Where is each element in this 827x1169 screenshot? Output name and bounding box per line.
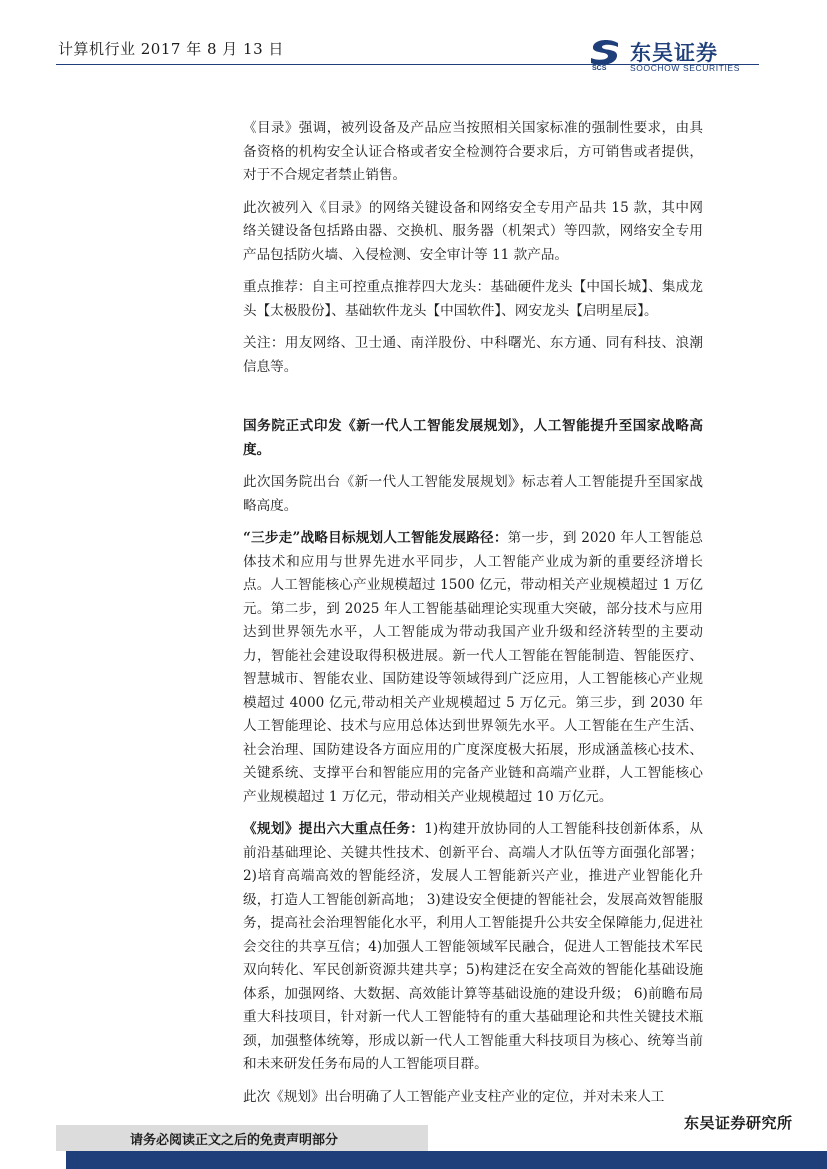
six-tasks-text: 1)构建开放协同的人工智能科技创新体系，从前沿基础理论、关键共性技术、创新平台、高端人才队伍等方面强化部署； 2)培育高端高效的智能经济，发展人工智能新兴产业，推进产业智能化升级，打造人工智能创新高地； 3)建设安全便捷的智能社会，发展高效智能服务，提高社会治理智能化水平，利用人工智能提升公共安全保障能力,促进社会交往的共享互信；4)加强人工智能领域军民融合，促进人工智能技术军民双向转化、军民创新资源共建共享；5)构建泛在安全高效的智能化基础设施体系，加强网络、大数据、高效能计算等基础设施的建设升级； 6)前瞻布局重大科技项目，针对新一代人工智能特有的重大基础理论和共性关键技术瓶颈，加强整体统筹，形成以新一代人工智能重大科技项目为核心、统筹当前和未来研发任务布局的人工智能项目群。: [243, 821, 704, 1072]
paragraph-key-recommendation: 重点推荐：自主可控重点推荐四大龙头：基础硬件龙头【中国长城】、集成龙头【太极股份】、基础软件龙头【中国软件】、网安龙头【启明星辰】。: [243, 279, 703, 319]
paragraph-catalog-requirement: 《目录》强调，被列设备及产品应当按照相关国家标准的强制性要求，由具备资格的机构安全认证合格或者安全检测符合要求后，方可销售或者提供，对于不合规定者禁止销售。: [243, 120, 703, 183]
three-steps-lead: “三步走”战略目标规划人工智能发展路径：: [243, 530, 508, 546]
brand-name-en: SOOCHOW SECURITIES: [630, 63, 740, 73]
institute-name: 东吴证券研究所: [684, 1114, 793, 1132]
six-tasks-lead: 《规划》提出六大重点任务：: [243, 821, 425, 837]
brand-logo: [588, 37, 758, 73]
footer-bar: [66, 1151, 827, 1169]
paragraph-plan-positioning: 此次《规划》出台明确了人工智能产业支柱产业的定位，并对未来人工: [243, 1088, 665, 1105]
logo-mark-text: SCS: [592, 65, 607, 71]
paragraph-ai-plan-intro: 此次国务院出台《新一代人工智能发展规划》标志着人工智能提升至国家战略高度。: [243, 474, 703, 514]
disclaimer-box: [56, 1125, 428, 1151]
soochow-logo-icon: [588, 39, 624, 71]
three-steps-text: 第一步，到 2020 年人工智能总体技术和应用与世界先进水平同步，人工智能产业成为新的重要经济增长点。人工智能核心产业规模超过 1500 亿元，带动相关产业规模超过 1 万亿元。第二步，到 2025 年人工智能基础理论实现重大突破，部分技术与应用达到世界领先水平，人工智能成为带动我国产业升级和经济转型的主要动力，智能社会建设取得积极进展。新一代人工智能在智能制造、智能医疗、智慧城市、智能农业、国防建设等领域得到广泛应用，人工智能核心产业规模超过 4000 亿元,带动相关产业规模超过 5 万亿元。第三步，到 2030 年人工智能理论、技术与应用总体达到世界领先水平。人工智能在生产生活、社会治理、国防建设各方面应用的广度深度极大拓展，形成涵盖核心技术、关键系统、支撑平台和智能应用的完备产业链和高端产业群，人工智能核心产业规模超过 1 万亿元，带动相关产业规模超过 10 万亿元。: [243, 530, 703, 805]
disclaimer-text: 请务必阅读正文之后的免责声明部分: [130, 1133, 339, 1148]
paragraph-six-tasks: [243, 818, 703, 1077]
paragraph-watch-list: 关注：用友网络、卫士通、南洋股份、中科曙光、东方通、同有科技、浪潮信息等。: [243, 335, 703, 375]
report-body: [243, 117, 703, 1118]
paragraph-three-steps: [243, 527, 703, 809]
brand-name-cn: 东吴证券: [630, 41, 718, 65]
report-header-line: 计算机行业 2017 年 8 月 13 日: [58, 40, 284, 58]
section-heading-ai-plan: 国务院正式印发《新一代人工智能发展规划》，人工智能提升至国家战略高度。: [243, 418, 703, 458]
paragraph-catalog-products: 此次被列入《目录》的网络关键设备和网络安全专用产品共 15 款，其中网络关键设备包括路由器、交换机、服务器（机架式）等四款，网络安全专用产品包括防火墙、入侵检测、安全审计等 11 款产品。: [243, 199, 703, 263]
